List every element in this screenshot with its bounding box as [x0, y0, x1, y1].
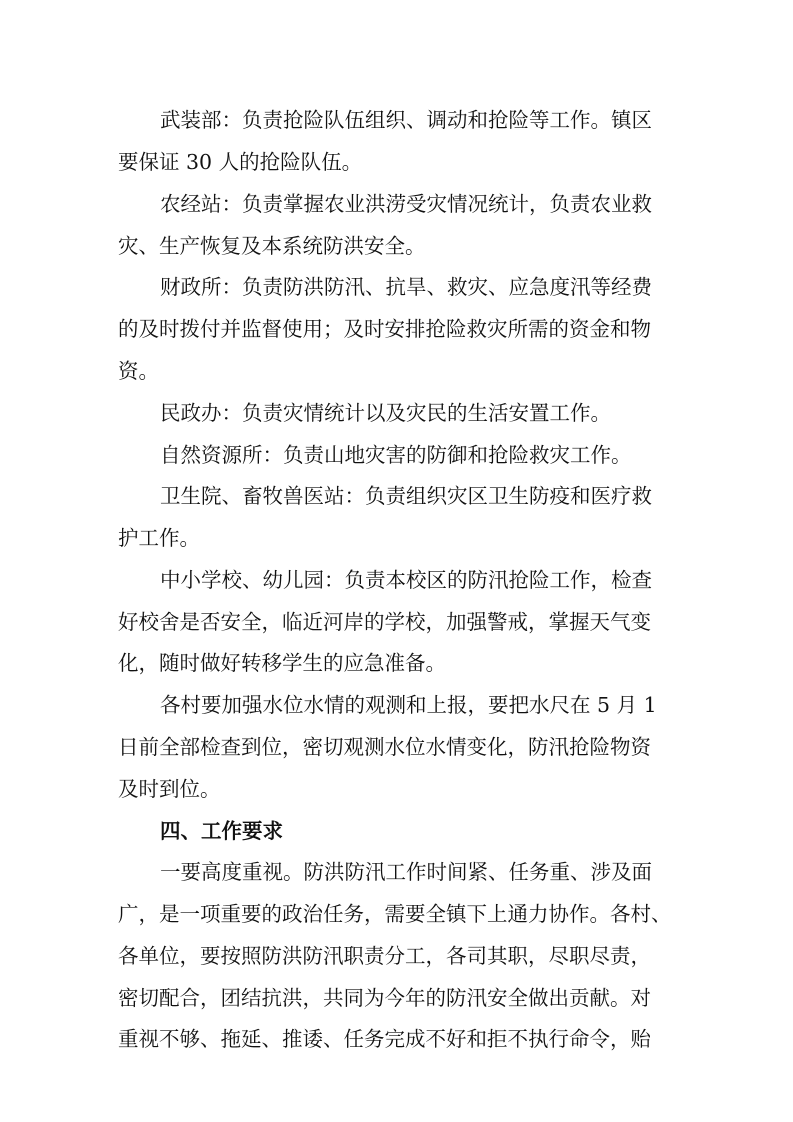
text-line: 护工作。 — [118, 526, 200, 550]
text-line: 资。 — [118, 359, 159, 383]
text-line: 及时到位。 — [118, 777, 221, 801]
text-line: 广，是一项重要的政治任务，需要全镇下上通力协作。各村、 — [118, 902, 672, 926]
text-line: 中小学校、幼儿园：负责本校区的防汛抢险工作，检查 — [160, 568, 652, 592]
text-line: 民政办：负责灾情统计以及灾民的生活安置工作。 — [160, 401, 611, 425]
text-line: 重视不够、拖延、推诿、任务完成不好和拒不执行命令，贻 — [118, 1027, 651, 1051]
text-line: 各村要加强水位水情的观测和上报，要把水尺在 5 月 1 — [160, 693, 657, 717]
text-line: 各单位，要按照防洪防汛职责分工，各司其职，尽职尽责， — [118, 944, 651, 968]
text-line: 自然资源所：负责山地灾害的防御和抢险救灾工作。 — [160, 443, 632, 467]
text-line: 日前全部检查到位，密切观测水位水情变化，防汛抢险物资 — [118, 735, 651, 759]
text-line: 要保证 30 人的抢险队伍。 — [118, 150, 363, 174]
text-line: 好校舍是否安全，临近河岸的学校，加强警戒，掌握天气变 — [118, 610, 651, 634]
text-line: 密切配合，团结抗洪，共同为今年的防汛安全做出贡献。对 — [118, 986, 651, 1010]
text-line: 农经站：负责掌握农业洪涝受灾情况统计，负责农业救 — [160, 192, 652, 216]
text-line: 的及时拨付并监督使用；及时安排抢险救灾所需的资金和物 — [118, 317, 651, 341]
text-line: 卫生院、畜牧兽医站：负责组织灾区卫生防疫和医疗救 — [160, 484, 652, 508]
text-line: 财政所：负责防洪防汛、抗旱、救灾、应急度汛等经费 — [160, 275, 652, 299]
text-line: 灾、生产恢复及本系统防洪安全。 — [118, 234, 426, 258]
text-line: 一要高度重视。防洪防汛工作时间紧、任务重、涉及面 — [160, 860, 652, 884]
section-heading: 四、工作要求 — [160, 819, 283, 843]
text-line: 武装部：负责抢险队伍组织、调动和抢险等工作。镇区 — [160, 108, 652, 132]
text-line: 化，随时做好转移学生的应急准备。 — [118, 651, 446, 675]
